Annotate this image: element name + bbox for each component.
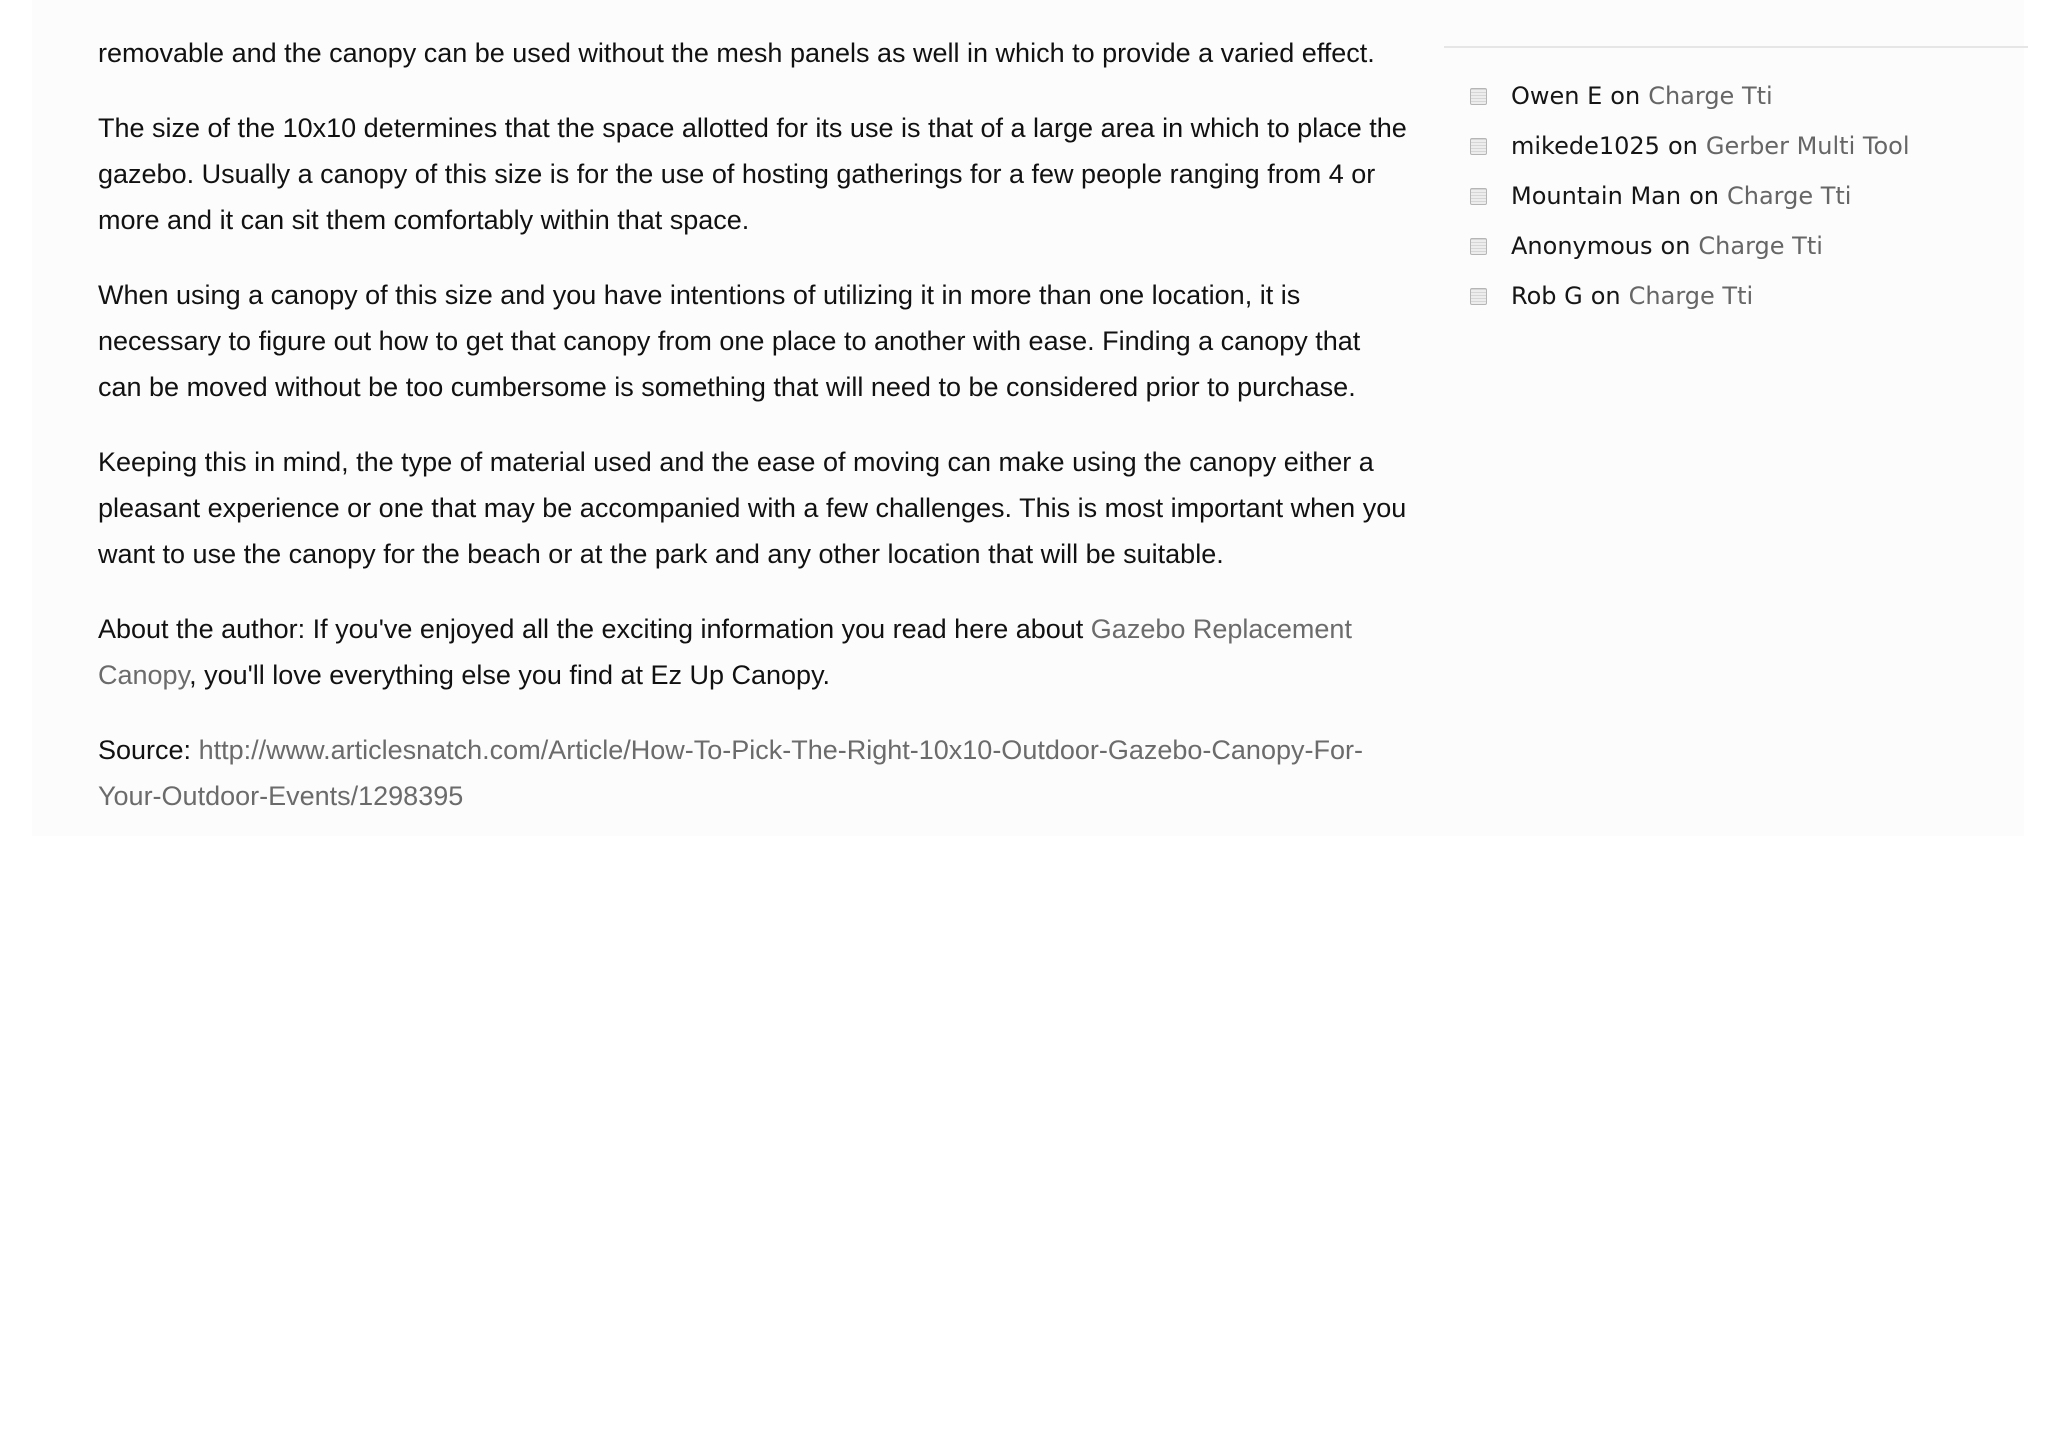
comment-icon [1470, 238, 1487, 255]
comment-post-link[interactable]: Charge Tti [1628, 282, 1754, 310]
comment-on-word: on [1660, 232, 1691, 260]
sidebar-divider [1444, 46, 2028, 48]
comment-post-link[interactable]: Charge Tti [1726, 182, 1852, 210]
list-item [1470, 71, 1909, 121]
article-paragraph: Keeping this in mind, the type of material used and the ease of moving can make using the canopy either a pleasant experience or one that may be accompanied with a few challenges. This is most important when you want to use the canopy for the beach or at the park and any other location that will be suitable. [98, 447, 1407, 569]
comment-post-link[interactable]: Charge Tti [1648, 82, 1773, 110]
article-paragraph: When using a canopy of this size and you have intentions of utilizing it in more than one location, it is necessary to figure out how to get that canopy from one place to another with ease. Finding a canopy that can be moved without be too cumbersome is something that will need to be considered prior to purchase. [98, 280, 1361, 402]
list-item [1470, 121, 1909, 171]
comment-on-word: on [1590, 282, 1621, 310]
author-bio-suffix: , you'll love everything else you find at Ez Up Canopy. [189, 660, 831, 690]
author-bio [98, 606, 1408, 698]
comment-on-word: on [1689, 182, 1719, 210]
source-label: Source: [98, 735, 199, 765]
list-item [1470, 171, 1909, 221]
gazebo-replacement-canopy-link[interactable]: Gazebo Replacement Canopy [98, 614, 1352, 690]
author-bio-prefix: About the author: If you've enjoyed all the exciting information you read here about [98, 614, 1091, 644]
comment-icon [1470, 288, 1487, 305]
article-source [98, 727, 1408, 819]
comment-on-word: on [1667, 132, 1698, 160]
comment-icon [1470, 188, 1487, 205]
comment-author: Owen E [1511, 82, 1603, 110]
comment-author: Rob G [1511, 282, 1583, 310]
article-paragraph: removable and the canopy can be used without the mesh panels as well in which to provide a varied effect. [98, 38, 1375, 68]
list-item [1470, 221, 1909, 271]
article-paragraph: The size of the 10x10 determines that the space allotted for its use is that of a large area in which to place the gazebo. Usually a canopy of this size is for the use of hosting gatherings for a few people ranging from 4 or more and it can sit them comfortably within that space. [98, 113, 1407, 235]
comment-post-link[interactable]: Charge Tti [1698, 232, 1823, 260]
article-body [98, 30, 1408, 848]
recent-comments-list [1470, 71, 1909, 321]
comment-author: Mountain Man [1511, 182, 1682, 210]
source-link[interactable]: http://www.articlesnatch.com/Article/How-To-Pick-The-Right-10x10-Outdoor-Gazebo-Canopy-For-Your-Outdoor-Events/1298395 [98, 735, 1363, 811]
list-item [1470, 271, 1909, 321]
comment-author: mikede1025 [1511, 132, 1660, 160]
comment-on-word: on [1610, 82, 1641, 110]
comment-icon [1470, 138, 1487, 155]
recent-comments-sidebar [1444, 46, 2028, 310]
comment-author: Anonymous [1511, 232, 1653, 260]
comment-post-link[interactable]: Gerber Multi Tool [1705, 132, 1910, 160]
comment-icon [1470, 88, 1487, 105]
